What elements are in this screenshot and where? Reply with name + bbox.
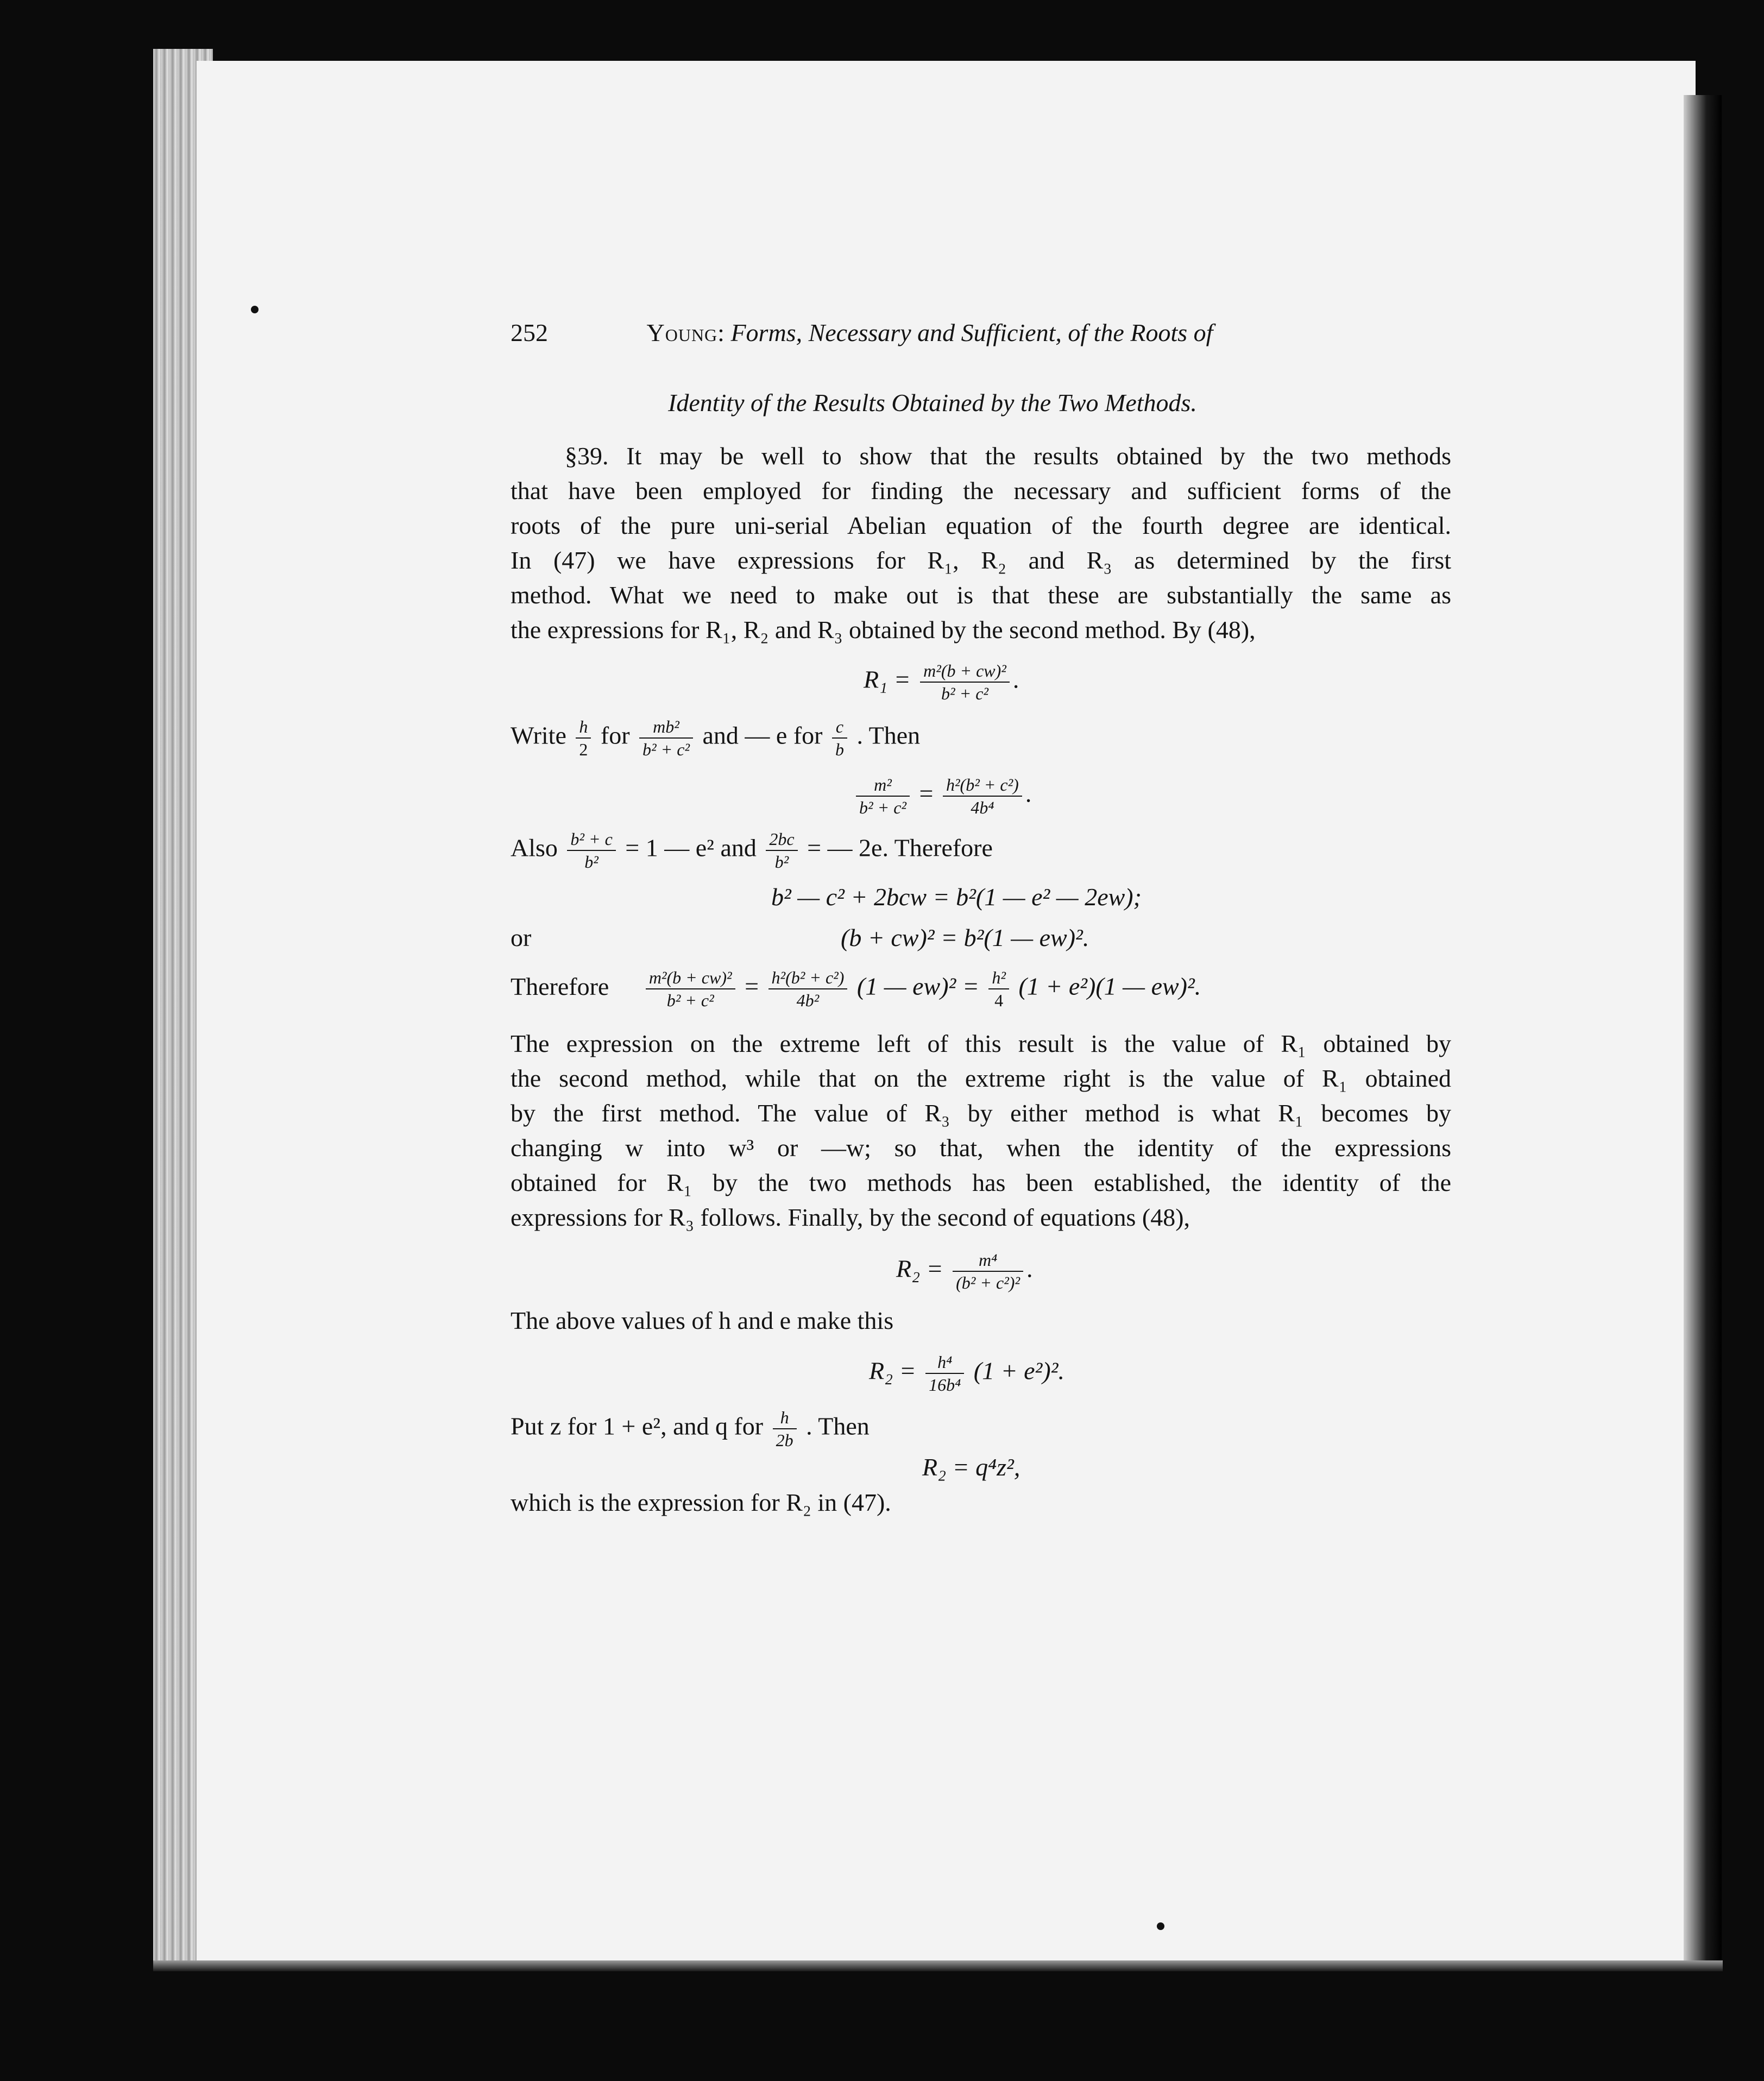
text-line: by the first method. The value of R₃ by either method is what R₁ becomes by [511, 1099, 1451, 1127]
text-line: the second method, while that on the extreme right is the value of R₁ obtained [511, 1064, 1451, 1092]
text-line: The expression on the extreme left of this result is the value of R₁ obtained by [511, 1030, 1451, 1057]
also-line: Also $\frac{\text{b² + c}}{\text{b²}}$ = 1 — e² and $\frac{2bc}{\text{b²}}$ = — 2e. Therefore [511, 829, 993, 872]
text-line: roots of the pure uni-serial Abelian equation of the fourth degree are identical. [511, 512, 1451, 539]
running-title: Forms, Necessary and Sufficient, of the Roots of [730, 319, 1213, 346]
text-line: In (47) we have expressions for R₁, R₂ and R₃ as determined by the first [511, 546, 1451, 574]
text-line: changing w into w³ or —w; so that, when the identity of the expressions [511, 1134, 1451, 1162]
equation-r2: R₂ = $\frac{\text{m⁴}}{\text{(b² + c²)²}}$ . [896, 1250, 1033, 1292]
text-line: expressions for R₃ follows. Finally, by the second of equations (48), [511, 1203, 1190, 1231]
above-line: The above values of h and e make this [511, 1307, 894, 1334]
paragraph-2 [511, 1026, 1451, 1235]
therefore-line: Therefore $\frac{\text{m²(b + cw)²}}{\text{b² + c²}}$ = $\frac{\text{h²(b² + c²)}}{\text{4b²}}$ (1 — ew)² = $\frac{\text{h²}}{4}$ (1 + e²)(1 — ew)². [511, 968, 1201, 1010]
put-line: Put z for 1 + e², and q for $\frac{h}{2b}$ . Then [511, 1408, 870, 1450]
equation-m-squared: $\frac{\text{m²}}{\text{b² + c²}}$ = $\frac{\text{h²(b² + c²)}}{\text{4b⁴}}$ . [853, 774, 1031, 818]
section-title: Identity of the Results Obtained by the Two Methods. [668, 389, 1197, 417]
author-name: Young [646, 319, 718, 346]
text-line: obtained for R₁ by the two methods has been established, the identity of the [511, 1169, 1451, 1196]
text-line: §39. It may be well to show that the results obtained by the two methods [565, 442, 1451, 470]
or-label: or [511, 924, 532, 951]
margin-speck [251, 306, 259, 313]
right-page-rim [1684, 95, 1722, 1966]
write-line: Write $\frac{h}{2}$ for $\frac{\text{mb²}}{\text{b² + c²}}$ and — e for $\frac{c}{b}$ . Then [511, 717, 921, 759]
text-line: that have been employed for finding the necessary and sufficient forms of the [511, 477, 1451, 505]
running-header: 252 Young: Forms, Necessary and Sufficient, of the Roots of [511, 319, 1213, 346]
final-line: which is the expression for R₂ in (47). [511, 1489, 891, 1516]
equation-b-plus-cw: (b + cw)² = b²(1 — ew)². [841, 924, 1089, 951]
paragraph-1 [511, 439, 1451, 647]
margin-speck [1157, 1922, 1164, 1930]
text-line: method. What we need to make out is that these are substantially the same as [511, 581, 1451, 609]
equation-r1: R₁ = $\frac{\text{m²(b + cw)²}}{\text{b² + c²}}$ . [864, 661, 1019, 703]
equation-b-squared: b² — c² + 2bcw = b²(1 — e² — 2ew); [771, 883, 1142, 911]
equation-r2-q: R₂ = q⁴z², [922, 1453, 1020, 1481]
equation-r2-h: R₂ = $\frac{\text{h⁴}}{\text{16b⁴}}$ (1 + e²)². [869, 1352, 1064, 1395]
text-line: the expressions for R₁, R₂ and R₃ obtained by the second method. By (48), [511, 616, 1256, 644]
bottom-page-rim [153, 1960, 1723, 1971]
page-number: 252 [511, 319, 548, 346]
